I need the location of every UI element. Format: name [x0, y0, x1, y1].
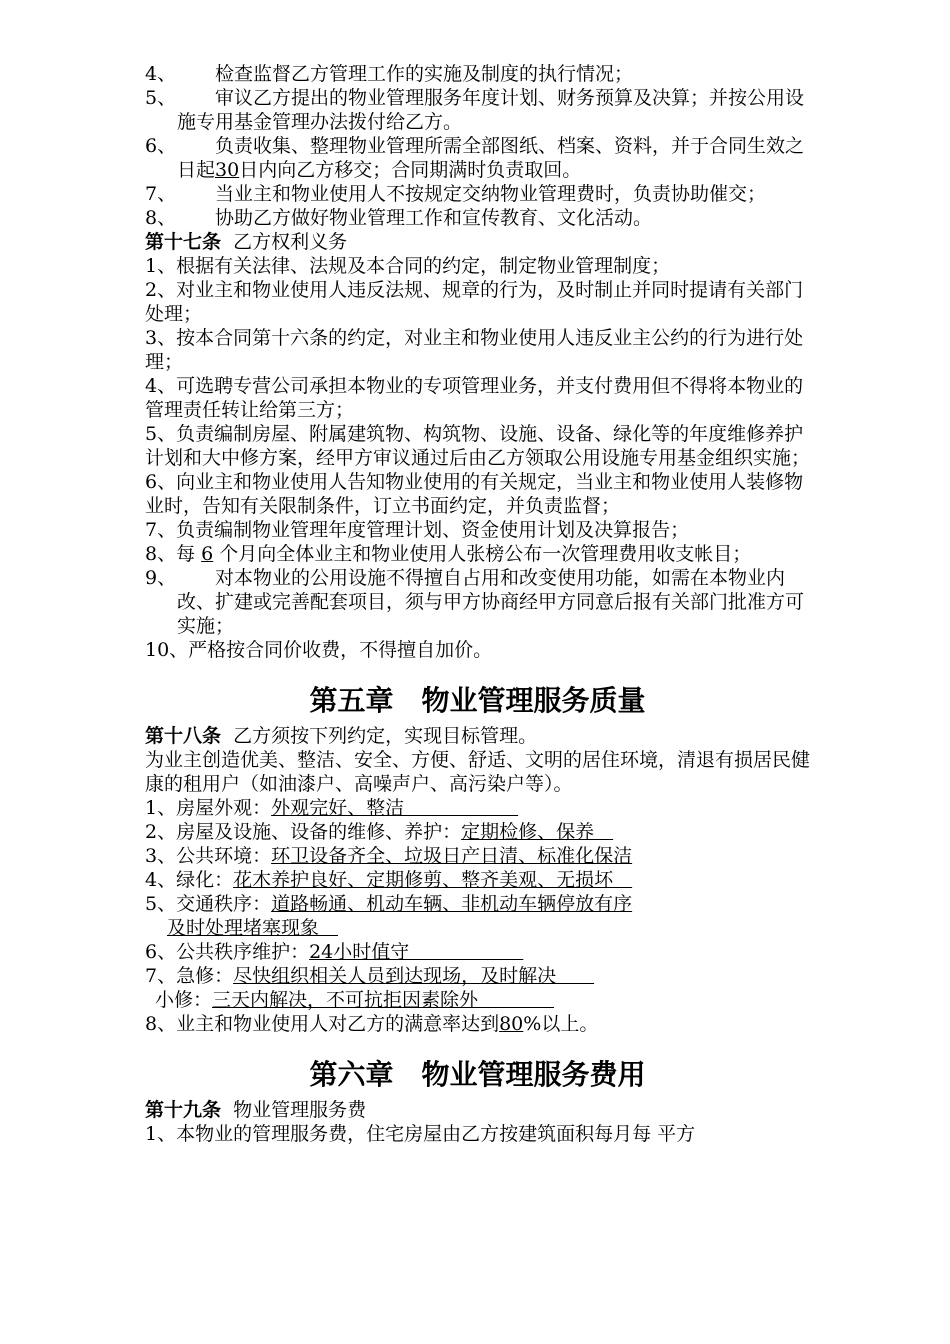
- list-item-continued: [145, 916, 810, 940]
- item-number: 4、: [145, 63, 177, 85]
- item-number: 7、: [145, 183, 177, 205]
- list-item: 6、向业主和物业使用人告知物业使用的有关规定，当业主和物业使用人装修物业时，告知有关限制条件，订立书面约定，并负责监督；: [145, 471, 804, 517]
- article-heading: [145, 1098, 810, 1122]
- article-heading: [145, 230, 810, 254]
- paragraph: 为业主创造优美、整洁、安全、方便、舒适、文明的居住环境，清退有损居民健康的租用户（如油漆户、高噪声户、高污染户等）。: [145, 749, 811, 795]
- item-text: 协助乙方做好物业管理工作和宣传教育、文化活动。: [215, 207, 653, 229]
- item-value: 花木养护良好、定期修剪、整齐美观、无损坏: [233, 869, 633, 891]
- item-text: 当业主和物业使用人不按规定交纳物业管理费时，负责协助催交；: [215, 183, 767, 205]
- item-label: 5、交通秩序：: [145, 893, 272, 915]
- item-value: 24小时值守: [309, 941, 524, 963]
- list-item-continued: [145, 988, 810, 1012]
- item-value: 道路畅通、机动车辆、非机动车辆停放有序: [271, 893, 633, 915]
- item-number: 6、: [145, 135, 177, 157]
- list-item: [145, 566, 810, 638]
- chapter-title: 第六章 物业管理服务费用: [309, 1058, 646, 1091]
- item-number: 5、: [145, 87, 177, 109]
- item-value: 外观完好、整洁: [271, 797, 519, 819]
- item-text: 检查监督乙方管理工作的实施及制度的执行情况；: [215, 63, 634, 85]
- spacer: [145, 1036, 810, 1058]
- list-item: [145, 892, 810, 916]
- item-label: 1、房屋外观：: [145, 797, 272, 819]
- article-subtitle: 乙方权利义务: [233, 231, 348, 253]
- list-item: [145, 182, 810, 206]
- item-value: 定期检修、保养: [461, 821, 614, 843]
- article-heading: [145, 724, 810, 748]
- list-item: [145, 62, 810, 86]
- item-label: 2、房屋及设施、设备的维修、养护：: [145, 821, 462, 843]
- item-text: [177, 134, 810, 182]
- article-subtitle: 物业管理服务费: [233, 1099, 367, 1121]
- list-item: [145, 1012, 810, 1036]
- item-text-part: 8、业主和物业使用人对乙方的满意率达到: [145, 1013, 500, 1035]
- article-subtitle: 乙方须按下列约定，实现目标管理。: [233, 725, 538, 747]
- list-item: [145, 844, 810, 868]
- item-value: 三天内解决，不可抗拒因素除外: [212, 989, 555, 1011]
- list-item: 5、负责编制房屋、附属建筑物、构筑物、设施、设备、绿化等的年度维修养护计划和大中修方案，经甲方审议通过后由乙方领取公用设施专用基金组织实施；: [145, 423, 811, 469]
- list-item: 1、本物业的管理服务费，住宅房屋由乙方按建筑面积每月每 平方: [145, 1123, 696, 1145]
- list-item: 10、严格按合同价收费，不得擅自加价。: [145, 639, 493, 661]
- list-item: [145, 134, 810, 182]
- list-item: [145, 86, 810, 134]
- article-title: 第十七条: [145, 231, 222, 253]
- document-body: [145, 62, 810, 1146]
- satisfaction-value: 80: [499, 1013, 524, 1035]
- article-title: 第十八条: [145, 725, 222, 747]
- list-item: [145, 820, 810, 844]
- item-number: 9、: [145, 567, 177, 589]
- list-item: 2、对业主和物业使用人违反法规、规章的行为，及时制止并同时提请有关部门处理；: [145, 279, 804, 325]
- item-label: 小修：: [155, 989, 213, 1011]
- list-item: [145, 796, 810, 820]
- item-label: 7、急修：: [145, 965, 234, 987]
- item-text: 对本物业的公用设施不得擅自占用和改变使用功能，如需在本物业内改、扩建或完善配套项目，须与甲方协商经甲方同意后报有关部门批准方可实施；: [177, 567, 805, 637]
- item-text-part: 负责收集、整理物业管理所需全部图纸、档案、资料，并于合同生效之日起: [177, 135, 805, 181]
- item-text-part: %以上。: [523, 1013, 599, 1035]
- item-value: 尽快组织相关人员到达现场，及时解决: [233, 965, 595, 987]
- list-item: [145, 206, 810, 230]
- item-number: 8、: [145, 207, 177, 229]
- list-item: [145, 542, 810, 566]
- item-value: 及时处理堵塞现象: [167, 917, 339, 939]
- spacer: [145, 662, 810, 684]
- item-label: 4、绿化：: [145, 869, 234, 891]
- item-text: 审议乙方提出的物业管理服务年度计划、财务预算及决算；并按公用设施专用基金管理办法拨付给乙方。: [177, 87, 805, 133]
- list-item: 3、按本合同第十六条的约定，对业主和物业使用人违反业主公约的行为进行处理；: [145, 327, 804, 373]
- list-item: [145, 964, 810, 988]
- item-text-part: 8、每: [145, 543, 196, 565]
- item-label: 3、公共环境：: [145, 845, 272, 867]
- list-item: 1、根据有关法律、法规及本合同的约定，制定物业管理制度；: [145, 255, 671, 277]
- list-item: 7、负责编制物业管理年度管理计划、资金使用计划及决算报告；: [145, 519, 690, 541]
- item-text-part: 个月向全体业主和物业使用人张榜公布一次管理费用收支帐目；: [219, 543, 752, 565]
- item-label: 6、公共秩序维护：: [145, 941, 310, 963]
- list-item: [145, 940, 810, 964]
- item-text-part: 日内向乙方移交；合同期满时负责取回。: [239, 159, 582, 181]
- days-value: 30: [215, 159, 240, 181]
- list-item: 4、可选聘专营公司承担本物业的专项管理业务，并支付费用但不得将本物业的管理责任转让给第三方；: [145, 375, 804, 421]
- article-title: 第十九条: [145, 1099, 222, 1121]
- chapter-title: 第五章 物业管理服务质量: [309, 684, 646, 717]
- months-value: 6: [201, 543, 214, 565]
- item-value: 环卫设备齐全、垃圾日产日清、标准化保洁: [271, 845, 633, 867]
- list-item: [145, 868, 810, 892]
